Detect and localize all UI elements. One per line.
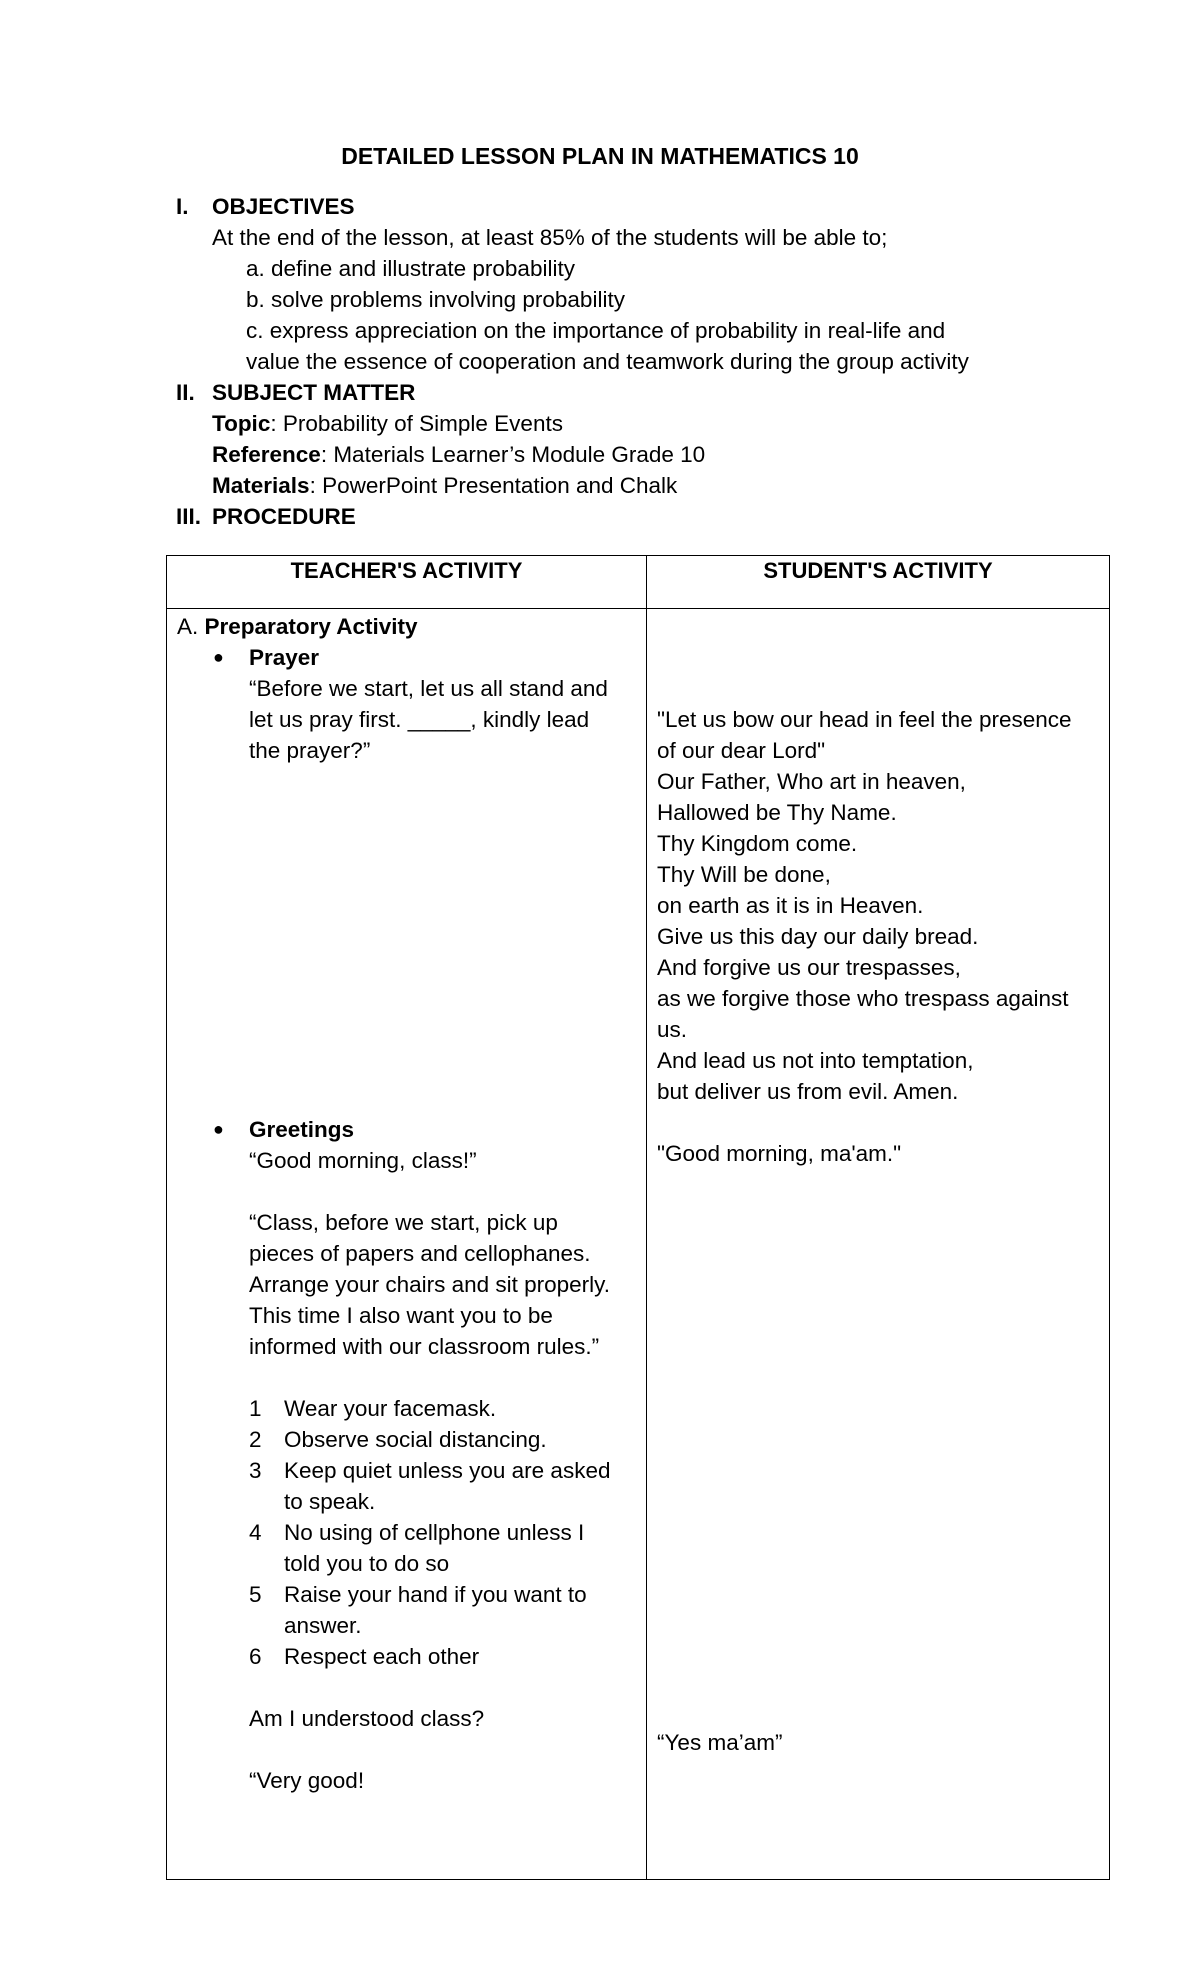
rule-text: Respect each other [284, 1644, 480, 1669]
objectives-heading: OBJECTIVES [212, 194, 355, 219]
student-prayer-line: Thy Kingdom come. [657, 831, 858, 856]
materials-line [212, 470, 677, 501]
objectives-intro: At the end of the lesson, at least 85% of the students will be able to; [212, 225, 888, 250]
rule-text: No using of cellphone unless I [284, 1520, 585, 1545]
student-activity-header: STUDENT'S ACTIVITY [647, 556, 1110, 609]
rule-number: 4 [249, 1520, 262, 1545]
instruction-line: This time I also want you to be [249, 1303, 553, 1328]
student-prayer-line: Thy Will be done, [657, 862, 831, 887]
reference-label: Reference [212, 442, 321, 467]
student-prayer-line: us. [657, 1017, 688, 1042]
student-prayer-line: And forgive us our trespasses, [657, 955, 961, 980]
instruction-line: informed with our classroom rules.” [249, 1334, 600, 1359]
prayer-line: the prayer?” [249, 738, 371, 763]
subject-matter-numeral: II. [176, 380, 195, 405]
materials-label: Materials [212, 473, 310, 498]
procedure-heading: PROCEDURE [212, 504, 356, 529]
rule-number: 6 [249, 1644, 262, 1669]
reference-value: : Materials Learner’s Module Grade 10 [320, 442, 706, 467]
student-prayer-line: "Let us bow our head in feel the presence [657, 707, 1072, 732]
student-prayer-line: of our dear Lord" [657, 738, 826, 763]
subject-matter-heading: SUBJECT MATTER [212, 380, 416, 405]
greeting-line: “Good morning, class!” [249, 1148, 477, 1173]
objectives-numeral: I. [176, 194, 189, 219]
bullet-icon: ● [213, 1119, 224, 1139]
student-prayer-line: but deliver us from evil. Amen. [657, 1079, 959, 1104]
reference-line [212, 439, 705, 470]
teacher-activity-header: TEACHER'S ACTIVITY [167, 556, 647, 609]
prayer-line: let us pray first. _____, kindly lead [249, 707, 590, 732]
rule-text: Observe social distancing. [284, 1427, 547, 1452]
student-answer: “Yes ma’am” [657, 1730, 783, 1755]
rule-text: told you to do so [284, 1551, 450, 1576]
rule-number: 2 [249, 1427, 262, 1452]
praise-line: “Very good! [249, 1768, 365, 1793]
preparatory-activity-heading [177, 611, 418, 642]
rule-number: 1 [249, 1396, 262, 1421]
student-activity-cell [647, 609, 1110, 1880]
objective-item-a: a. define and illustrate probability [246, 256, 575, 281]
instruction-line: pieces of papers and cellophanes. [249, 1241, 591, 1266]
student-prayer-line: on earth as it is in Heaven. [657, 893, 924, 918]
procedure-table [166, 555, 1110, 1880]
topic-value: : Probability of Simple Events [270, 411, 563, 436]
topic-label: Topic [212, 411, 271, 436]
teacher-activity-cell [167, 609, 647, 1880]
rule-number: 3 [249, 1458, 262, 1483]
instruction-line: Arrange your chairs and sit properly. [249, 1272, 610, 1297]
prayer-label: Prayer [249, 645, 320, 670]
student-greeting-reply: "Good morning, ma'am." [657, 1141, 902, 1166]
student-prayer-line: And lead us not into temptation, [657, 1048, 974, 1073]
rule-text: to speak. [284, 1489, 376, 1514]
rule-text: Raise your hand if you want to [284, 1582, 587, 1607]
section-letter: A. [177, 614, 199, 639]
student-prayer-line: Give us this day our daily bread. [657, 924, 979, 949]
objective-item-c: c. express appreciation on the importance of probability in real-life and [246, 318, 946, 343]
objective-item-b: b. solve problems involving probability [246, 287, 625, 312]
bullet-icon: ● [213, 647, 224, 667]
topic-line [212, 408, 563, 439]
student-prayer-line: Our Father, Who art in heaven, [657, 769, 966, 794]
student-prayer-line: as we forgive those who trespass against [657, 986, 1069, 1011]
objective-item-c-cont: value the essence of cooperation and teamwork during the group activity [246, 349, 969, 374]
prayer-line: “Before we start, let us all stand and [249, 676, 608, 701]
procedure-numeral: III. [176, 504, 202, 529]
rule-number: 5 [249, 1582, 262, 1607]
section-title: Preparatory Activity [204, 614, 418, 639]
rule-text: Wear your facemask. [284, 1396, 497, 1421]
instruction-line: “Class, before we start, pick up [249, 1210, 558, 1235]
rule-text: answer. [284, 1613, 362, 1638]
rule-text: Keep quiet unless you are asked [284, 1458, 611, 1483]
document-title: DETAILED LESSON PLAN IN MATHEMATICS 10 [341, 143, 859, 169]
materials-value: : PowerPoint Presentation and Chalk [309, 473, 678, 498]
understood-question: Am I understood class? [249, 1706, 485, 1731]
student-prayer-line: Hallowed be Thy Name. [657, 800, 897, 825]
greetings-label: Greetings [249, 1117, 355, 1142]
